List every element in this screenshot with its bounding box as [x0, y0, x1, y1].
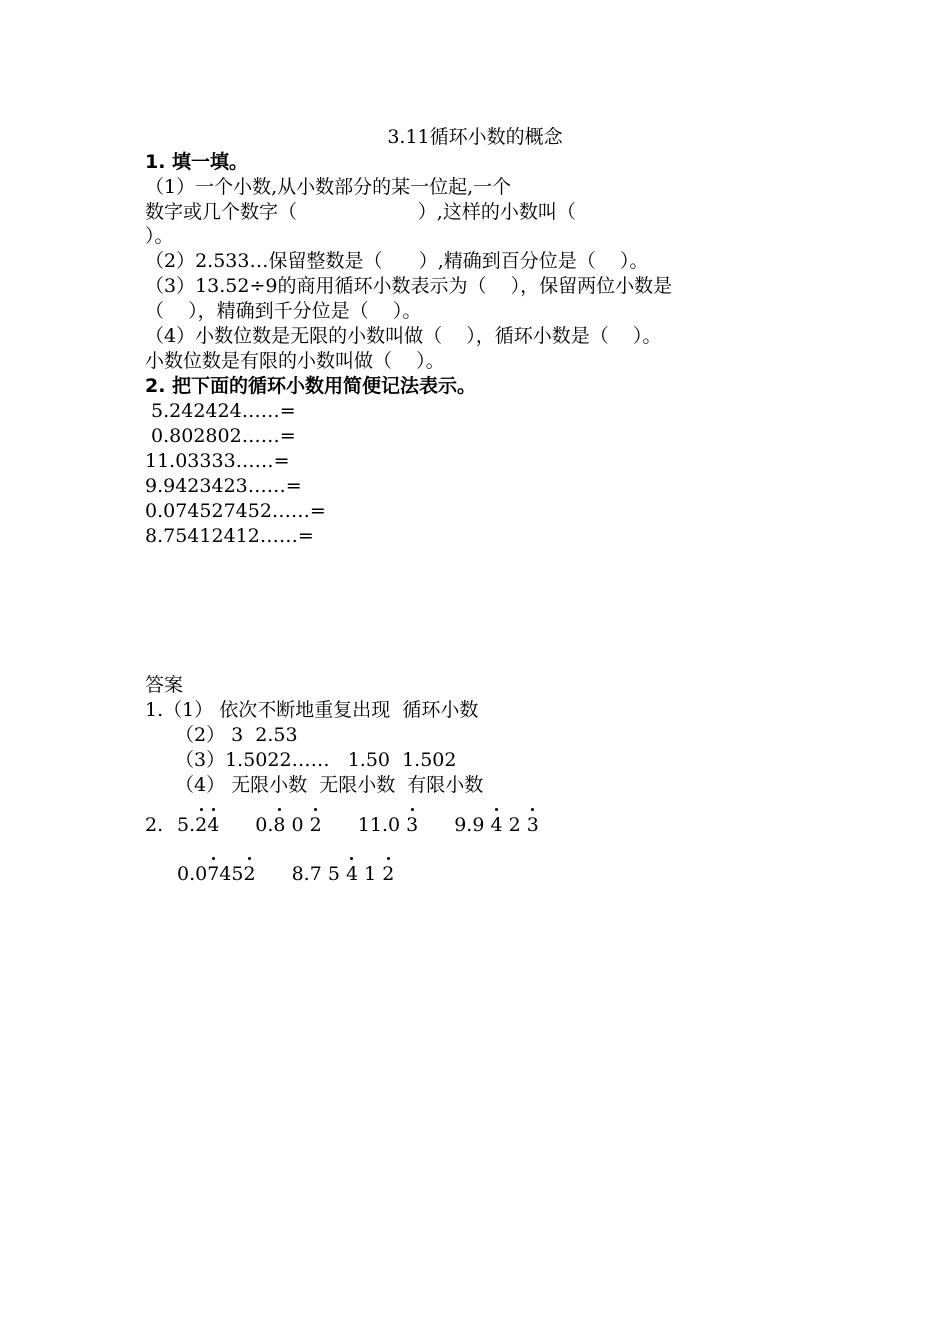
repeat-dot — [212, 808, 215, 811]
decimal-base: 11.0 — [357, 814, 407, 836]
decimal-base: 9.9 — [454, 814, 491, 836]
repeating-digits: 8 0 2 — [273, 814, 322, 836]
answer2-row1 — [177, 803, 877, 843]
q1-line3: ）。 — [145, 225, 174, 247]
q4-line2: 小数位数是有限的小数叫做（ ）。 — [145, 350, 445, 372]
q4-line1: （4）小数位数是无限的小数叫做（ ），循环小数是（ ）。 — [145, 325, 662, 347]
q3-line2: （ ），精确到千分位是（ ）。 — [145, 300, 422, 322]
page-title: 3.11循环小数的概念 — [387, 126, 563, 148]
q2-line: （2）2.533…保留整数是（ ）,精确到百分位是（ ）。 — [145, 250, 649, 272]
repeat-dot — [200, 808, 203, 811]
repeat-dot — [411, 808, 414, 811]
answer1-line1: 1.（1） 依次不断地重复出现 循环小数 — [145, 699, 479, 721]
q1-line2: 数字或几个数字（ ）,这样的小数叫（ — [145, 201, 576, 223]
answer2-prefix: 2. — [145, 814, 164, 836]
decimal-base: 8.7 5 — [291, 863, 346, 885]
repeating-digits: 4 1 2 — [345, 863, 395, 885]
repeating-digits: 24 — [195, 814, 220, 836]
decimal-item: 11.03333……= — [145, 450, 290, 472]
decimal-item: 0.802802……= — [145, 425, 296, 447]
answer1-line4: （4） 无限小数 无限小数 有限小数 — [175, 774, 484, 796]
repeat-dot — [212, 857, 215, 860]
repeat-dot — [248, 857, 251, 860]
answer2-row2 — [177, 852, 877, 892]
decimal-item: 5.242424……= — [145, 400, 296, 422]
repeat-dot — [278, 808, 281, 811]
decimal-item: 8.75412412……= — [145, 525, 314, 547]
answer1-line2: （2） 3 2.53 — [175, 724, 298, 746]
decimal-base: 0.0 — [177, 863, 208, 885]
repeat-dot — [387, 857, 390, 860]
repeat-dot — [350, 857, 353, 860]
repeat-dot — [531, 808, 534, 811]
repeating-digits: 7452 — [207, 863, 256, 885]
decimal-base: 0. — [255, 814, 274, 836]
answers-label: 答案 — [145, 674, 184, 696]
repeat-dot — [495, 808, 498, 811]
repeating-digits: 3 — [406, 814, 419, 836]
section1-heading: 1. 填一填。 — [145, 151, 249, 173]
repeat-dot — [314, 808, 317, 811]
q1-line1: （1）一个小数,从小数部分的某一位起,一个 — [145, 176, 512, 198]
decimal-item: 9.9423423……= — [145, 475, 302, 497]
decimal-item: 0.074527452……= — [145, 500, 326, 522]
section2-heading: 2. 把下面的循环小数用简便记法表示。 — [145, 375, 477, 397]
repeating-digits: 4 2 3 — [490, 814, 539, 836]
q3-line1: （3）13.52÷9的商用循环小数表示为（ ），保留两位小数是 — [145, 275, 673, 297]
decimal-base: 5. — [177, 814, 196, 836]
answer1-line3: （3）1.5022…… 1.50 1.502 — [175, 749, 457, 771]
